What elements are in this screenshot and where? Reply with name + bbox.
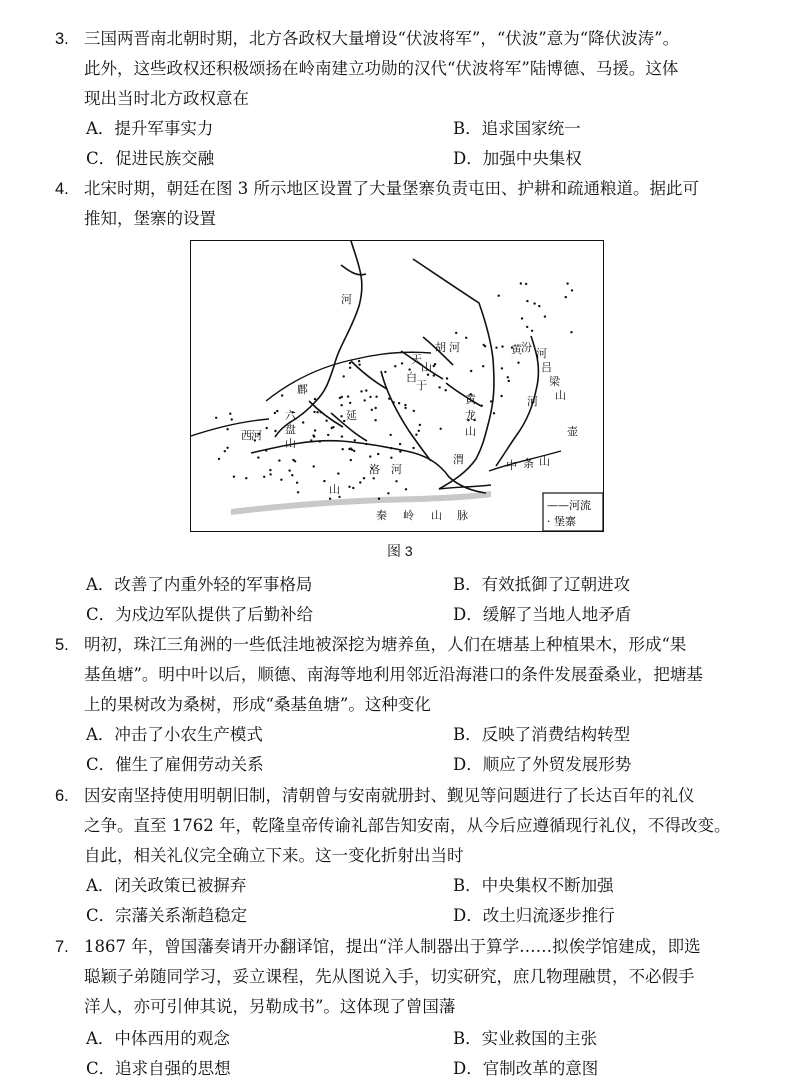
fortress-dot xyxy=(538,305,540,307)
fortress-dot xyxy=(369,396,371,398)
label-mai: 脉 xyxy=(457,509,468,522)
label-bai: 白 xyxy=(406,371,417,384)
fortress-dot xyxy=(341,435,343,437)
fortress-dot xyxy=(399,443,401,445)
label-he5: 河 xyxy=(251,429,262,442)
fortress-dot xyxy=(440,428,442,430)
label-fu: 鄜 xyxy=(297,383,308,396)
question-3-number: 3. xyxy=(55,30,69,48)
question-7-option-c[interactable]: C．追求自强的思想 xyxy=(86,1059,231,1078)
fortress-dot xyxy=(349,362,351,364)
fortress-dot xyxy=(484,345,486,347)
fortress-dot xyxy=(375,396,377,398)
fortress-dot xyxy=(371,409,373,411)
fortress-dot xyxy=(392,401,394,403)
fortress-dot xyxy=(365,389,367,391)
fortress-dot xyxy=(215,417,217,419)
fortress-dot xyxy=(296,482,298,484)
fortress-dot xyxy=(352,487,354,489)
fortress-dot xyxy=(445,389,447,391)
label-shan1: 山 xyxy=(329,483,340,496)
fortress-dot xyxy=(433,374,435,376)
fortress-dot xyxy=(517,362,519,364)
fortress-dot xyxy=(508,380,510,382)
map-figure xyxy=(190,240,604,532)
fortress-dot xyxy=(343,375,345,377)
fortress-dot xyxy=(369,455,371,457)
question-3-option-c[interactable]: C．促进民族交融 xyxy=(86,149,215,168)
fortress-dot xyxy=(388,398,390,400)
question-3-line-2: 此外，这些政权还积极颂扬在岭南建立功勋的汉代“伏波将军”陆博德、马援。这体 xyxy=(84,59,679,78)
label-liang: 梁 xyxy=(549,375,560,388)
label-liu: 六 xyxy=(285,409,296,422)
question-7-number: 7. xyxy=(55,938,69,956)
fortress-dot xyxy=(358,364,360,366)
question-6-option-c[interactable]: C．宗藩关系渐趋稳定 xyxy=(86,906,248,925)
label-xi: 西 xyxy=(241,429,252,442)
fortress-dot xyxy=(226,428,228,430)
fortress-dot xyxy=(498,295,500,297)
figure-caption: 图 3 xyxy=(387,543,413,559)
fortress-dot xyxy=(446,377,448,379)
fortress-dot xyxy=(281,394,283,396)
question-5-option-d[interactable]: D．顺应了外贸发展形势 xyxy=(453,755,632,774)
question-7-line-1: 1867 年，曾国藩奏请开办翻译馆，提出“洋人制器出于算学……拟俟学馆建成，即选 xyxy=(84,937,701,956)
label-he7: 河 xyxy=(527,395,538,408)
label-ling: 岭 xyxy=(403,509,414,522)
fortress-dot xyxy=(314,429,316,431)
question-3-line-1: 三国两晋南北朝时期，北方各政权大量增设“伏波将军”，“伏波”意为“降伏波涛”。 xyxy=(84,29,680,48)
fortress-dot xyxy=(266,427,268,429)
label-zhong: 中 xyxy=(506,459,517,472)
fortress-dot xyxy=(521,317,523,319)
fortress-dot xyxy=(269,469,271,471)
fortress-dot xyxy=(565,296,567,298)
fortress-dot xyxy=(274,412,276,414)
label-tiao: 条 xyxy=(523,457,534,470)
fortress-dot xyxy=(347,395,349,397)
fortress-dot xyxy=(218,458,220,460)
fortress-dot xyxy=(297,491,299,493)
fortress-dot xyxy=(470,370,472,372)
fortress-dot xyxy=(570,331,572,333)
question-6-line-2: 之争。直至 1762 年，乾隆皇帝传谕礼部告知安南，从今后应遵循现行礼仪，不得改变。 xyxy=(84,816,731,835)
question-5-option-b[interactable]: B．反映了消费结构转型 xyxy=(453,725,631,744)
fortress-dot xyxy=(349,367,351,369)
question-6-line-3: 自此，相关礼仪完全确立下来。这一变化折射出当时 xyxy=(84,846,464,865)
label-he4: 河 xyxy=(536,347,547,360)
fortress-dot xyxy=(340,404,342,406)
fortress-dot xyxy=(340,415,342,417)
fortress-dot xyxy=(332,426,334,428)
question-3-option-a[interactable]: A．提升军事实力 xyxy=(86,119,214,138)
question-4-option-b[interactable]: B．有效抵御了辽朝进攻 xyxy=(453,575,631,594)
label-hu2: 壶 xyxy=(567,425,578,438)
fortress-dot xyxy=(481,405,483,407)
fortress-dot xyxy=(313,411,315,413)
question-4-line-2: 推知，堡寨的设置 xyxy=(84,209,216,228)
question-6-number: 6. xyxy=(55,787,69,805)
label-shan9: 山 xyxy=(431,509,442,522)
label-shan6: 山 xyxy=(465,425,476,438)
label-huang1: 黄 xyxy=(465,393,476,406)
fortress-dot xyxy=(278,459,280,461)
label-shan10: 山 xyxy=(555,389,566,402)
fortress-dot xyxy=(291,474,293,476)
fortress-dot xyxy=(274,430,276,432)
fortress-dot xyxy=(320,411,322,413)
fortress-dot xyxy=(507,376,509,378)
fortress-dot xyxy=(526,300,528,302)
fortress-dot xyxy=(288,469,290,471)
fortress-dot xyxy=(229,413,231,415)
fortress-dot xyxy=(404,407,406,409)
fortress-dot xyxy=(433,365,435,367)
fortress-dot xyxy=(342,448,344,450)
fortress-dot xyxy=(398,402,400,404)
label-qin: 秦 xyxy=(376,509,387,522)
label-shan7: 山 xyxy=(539,455,550,468)
fortress-dot xyxy=(359,481,361,483)
label-yan: 延 xyxy=(346,409,357,422)
fortress-dot xyxy=(377,453,379,455)
label-yu: 于 xyxy=(416,379,427,392)
fortress-dot xyxy=(245,477,247,479)
fortress-dot xyxy=(348,486,350,488)
fortress-dot xyxy=(571,289,573,291)
question-4-option-a[interactable]: A．改善了内重外轻的军事格局 xyxy=(86,575,313,594)
question-5-line-1: 明初，珠江三角洲的一些低洼地被深挖为塘养鱼，人们在塘基上种植果木，形成“果 xyxy=(84,635,687,654)
fortress-dot xyxy=(387,492,389,494)
label-fen: 汾 xyxy=(521,341,532,354)
fortress-dot xyxy=(276,410,278,412)
fortress-dot xyxy=(374,419,376,421)
fortress-dot xyxy=(312,434,314,436)
fortress-dot xyxy=(269,473,271,475)
label-pan: 盘 xyxy=(285,423,296,436)
question-3-option-d[interactable]: D．加强中央集权 xyxy=(453,149,582,168)
fortress-dot xyxy=(329,498,331,500)
fortress-dot xyxy=(358,360,360,362)
fortress-dot xyxy=(390,447,392,449)
fortress-dot xyxy=(337,472,339,474)
fortress-dot xyxy=(348,448,350,450)
fortress-dot xyxy=(501,367,503,369)
legend-river-label: ——河流 xyxy=(547,499,591,512)
fortress-dot xyxy=(438,386,440,388)
question-4-number: 4. xyxy=(55,180,69,198)
legend-fort-label: · 堡寨 xyxy=(547,515,576,528)
fortress-dot xyxy=(365,443,367,445)
fortress-dot xyxy=(395,480,397,482)
fortress-dot xyxy=(520,282,522,284)
fortress-dot xyxy=(490,400,492,402)
label-luo: 洛 xyxy=(369,463,380,476)
fortress-dot xyxy=(544,315,546,317)
question-6-option-d[interactable]: D．改土归流逐步推行 xyxy=(453,906,615,925)
question-4-line-1: 北宋时期，朝廷在图 3 所示地区设置了大量堡寨负责屯田、护耕和疏通粮道。据此可 xyxy=(84,179,699,198)
question-5-option-a[interactable]: A．冲击了小农生产模式 xyxy=(86,725,263,744)
question-6-line-1: 因安南坚持使用明朝旧制，清朝曾与安南就册封、觐见等问题进行了长达百年的礼仪 xyxy=(84,786,695,805)
fortress-dot xyxy=(349,402,351,404)
fortress-dot xyxy=(327,434,329,436)
question-5-number: 5. xyxy=(55,636,69,654)
fortress-dot xyxy=(394,365,396,367)
label-shan4: 山 xyxy=(421,361,432,374)
label-he6: 河 xyxy=(391,463,402,476)
fortress-dot xyxy=(482,365,484,367)
fortress-dot xyxy=(526,326,528,328)
fortress-dot xyxy=(378,498,380,500)
fortress-dot xyxy=(415,434,417,436)
fortress-dot xyxy=(280,479,282,481)
fortress-dot xyxy=(455,332,457,334)
fortress-dot xyxy=(265,449,267,451)
fortress-dot xyxy=(412,447,414,449)
fortress-dot xyxy=(319,440,321,442)
fortress-dot xyxy=(263,476,265,478)
fortress-dot xyxy=(231,418,233,420)
fortress-dot xyxy=(493,412,495,414)
fortress-dot xyxy=(501,345,503,347)
fortress-dot xyxy=(413,410,415,412)
question-6-option-b[interactable]: B．中央集权不断加强 xyxy=(453,876,614,895)
question-5-line-3: 上的果树改为桑树，形成“桑基鱼塘”。这种变化 xyxy=(84,695,431,714)
label-tian: 天 xyxy=(411,353,422,366)
fortress-dot xyxy=(353,450,355,452)
fortress-dot xyxy=(323,480,325,482)
label-long: 龙 xyxy=(465,409,476,422)
fortress-dot xyxy=(390,434,392,436)
question-3-line-3: 现出当时北方政权意在 xyxy=(84,89,249,108)
fortress-dot xyxy=(310,439,312,441)
question-7-option-a[interactable]: A．中体西用的观念 xyxy=(86,1029,230,1048)
fortress-dot xyxy=(390,457,392,459)
fortress-dot xyxy=(404,404,406,406)
fortress-dot xyxy=(525,283,527,285)
fortress-dot xyxy=(314,398,316,400)
label-wei: 渭 xyxy=(453,453,464,466)
fortress-dot xyxy=(419,424,421,426)
question-7-option-d[interactable]: D．官制改革的意图 xyxy=(453,1059,599,1078)
fortress-dot xyxy=(224,450,226,452)
fortress-dot xyxy=(292,459,294,461)
fortress-dot xyxy=(384,371,386,373)
label-hu: 胡 xyxy=(435,341,446,354)
fortress-dot xyxy=(375,407,377,409)
fortress-dot xyxy=(495,347,497,349)
fortress-dot xyxy=(566,282,568,284)
question-4-option-d[interactable]: D．缓解了当地人地矛盾 xyxy=(453,605,632,624)
fortress-dot xyxy=(354,439,356,441)
fortress-dot xyxy=(418,430,420,432)
question-7-line-2: 聪颖子弟随同学习，妥立课程，先从图说入手，切实研究，庶几物理融贯，不必假手 xyxy=(84,967,695,986)
label-he2: 河 xyxy=(449,341,460,354)
fortress-dot xyxy=(316,411,318,413)
fortress-dot xyxy=(500,395,502,397)
question-4-option-c[interactable]: C．为戍边军队提供了后勤补给 xyxy=(86,605,314,624)
fortress-dot xyxy=(338,496,340,498)
question-7-option-b[interactable]: B．实业救国的主张 xyxy=(453,1029,598,1048)
fortress-dot xyxy=(341,396,343,398)
fortress-dot xyxy=(401,362,403,364)
label-huang2: 黄 xyxy=(511,343,522,356)
fortress-dot xyxy=(233,476,235,478)
map-legend xyxy=(543,493,603,531)
question-7-line-3: 洋人，亦可引伸其说，另勒成书”。这体现了曾国藩 xyxy=(84,997,456,1016)
question-5-line-2: 基鱼塘”。明中叶以后，顺德、南海等地利用邻近沿海港口的条件发展蚕桑业，把塘基 xyxy=(84,665,703,684)
question-5-option-c[interactable]: C．催生了雇佣劳动关系 xyxy=(86,755,264,774)
map-drawing xyxy=(191,241,603,531)
fortress-dot xyxy=(363,477,365,479)
fortress-dot xyxy=(325,420,327,422)
question-6-option-a[interactable]: A．闭关政策已被摒弃 xyxy=(86,876,247,895)
fortress-dot xyxy=(257,456,259,458)
fortress-dot xyxy=(226,447,228,449)
question-3-option-b[interactable]: B．追求国家统一 xyxy=(453,119,581,138)
fortress-dot xyxy=(465,337,467,339)
fortress-dot xyxy=(302,421,304,423)
fortress-dot xyxy=(399,450,401,452)
label-he1: 河 xyxy=(341,293,352,306)
fortress-dot xyxy=(360,390,362,392)
fortress-dot xyxy=(405,488,407,490)
label-shan8: 山 xyxy=(285,437,296,450)
fortress-dot xyxy=(531,330,533,332)
fortress-dot xyxy=(364,399,366,401)
label-lv: 吕 xyxy=(541,361,552,374)
fortress-dot xyxy=(373,477,375,479)
fortress-dot xyxy=(350,459,352,461)
fortress-dot xyxy=(313,465,315,467)
fortress-dot xyxy=(533,302,535,304)
